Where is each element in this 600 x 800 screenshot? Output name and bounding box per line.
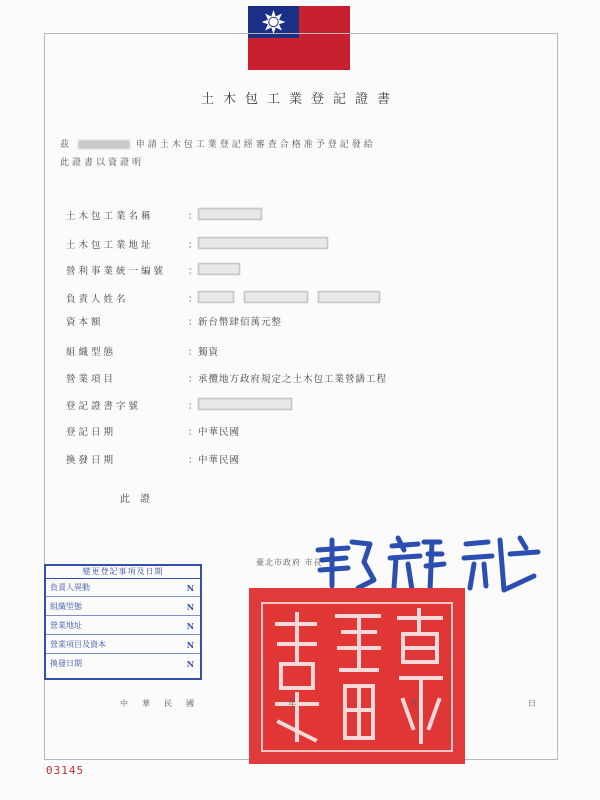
field-label: 負責人姓名	[66, 294, 129, 305]
field-value: 承攬地方政府規定之土木包工業營繕工程	[198, 374, 388, 385]
certificate-title: 土木包工業登記證書	[200, 92, 399, 107]
intro-text: 申請土木包工業登記經審查合格准予登記發給	[135, 140, 376, 150]
seal-glyphs	[263, 604, 451, 750]
record-row: 負責人異動 N	[46, 580, 200, 597]
field-value: 新台幣肆佰萬元整	[198, 317, 283, 328]
field-row-business: 營業項目 ： 承攬地方政府規定之土木包工業營繕工程	[66, 371, 546, 389]
masked-value	[198, 398, 292, 410]
intro-masked-name	[78, 140, 130, 149]
masked-value	[198, 263, 240, 275]
field-row-reg-date: 登記日期 ： 中華民國	[66, 424, 546, 442]
masked-value	[198, 237, 328, 249]
closing-text: 此證	[120, 494, 160, 505]
field-label: 土木包工業名稱	[66, 211, 154, 222]
field-label: 營業項目	[66, 374, 117, 385]
record-row: 營業項目及資本 N	[46, 637, 200, 654]
field-row-org-type: 組織型態 ： 獨資	[66, 344, 546, 362]
record-row: 換發日期 N	[50, 659, 194, 669]
intro-paragraph	[60, 136, 530, 172]
record-row: 組織型態 N	[46, 599, 200, 616]
field-label: 登記日期	[66, 427, 117, 438]
field-row-reissue-date: 換發日期 ： 中華民國	[66, 452, 546, 470]
intro-line2: 此證書以資證明	[60, 158, 145, 168]
certificate-page: 土木包工業登記證書 茲 申請土木包工業登記經審查合格准予登記發給 此證書以資證明 土木包工業名稱 ： 土木包工業地址 ： 營利事業統一編號 ： 負責人姓名 ： 資本額 ： 新台幣肆佰萬元整 組織型態 ： 獨資 營業項目 ： 承攬地方政府規定之土木包工業營繕工程 登記證書字號 ： 登記日期 ： 中華民國 換發日期 ： 中華民國 此證 臺北市政府 市長 變更登記事項及日期 負責人異動 N 組織型態 N 營業地址 N 營業項目及資本 N 換發日期 N 中 華 民 國 年 月 日 03145	[0, 0, 600, 800]
field-row-name: 土木包工業名稱 ：	[66, 208, 546, 226]
field-row-capital: 資本額 ： 新台幣肆佰萬元整	[66, 314, 546, 332]
field-label: 組織型態	[66, 347, 117, 358]
change-record-box	[44, 564, 202, 680]
seal-inner	[261, 602, 453, 752]
serial-number: 03145	[46, 764, 85, 777]
field-row-tax-id: 營利事業統一編號 ：	[66, 263, 546, 281]
field-label: 登記證書字號	[66, 401, 142, 412]
field-row-owner: 負責人姓名 ：	[66, 291, 546, 309]
field-label: 資本額	[66, 317, 104, 328]
field-label: 土木包工業地址	[66, 240, 154, 251]
field-label: 營利事業統一編號	[66, 266, 167, 277]
official-seal	[249, 588, 465, 764]
record-box-header: 變更登記事項及日期	[46, 566, 200, 579]
authority-label: 臺北市政府 市長	[256, 558, 323, 567]
field-label: 換發日期	[66, 455, 117, 466]
field-row-cert-no: 登記證書字號 ：	[66, 398, 546, 416]
intro-prefix: 茲	[60, 140, 73, 150]
field-value: 中華民國	[198, 455, 241, 466]
field-value: 中華民國	[198, 427, 241, 438]
masked-value	[244, 291, 308, 303]
field-value: 獨資	[198, 347, 220, 358]
masked-value	[198, 208, 262, 220]
field-row-address: 土木包工業地址 ：	[66, 237, 546, 255]
masked-value	[198, 291, 234, 303]
masked-value	[318, 291, 380, 303]
record-row: 營業地址 N	[46, 618, 200, 635]
